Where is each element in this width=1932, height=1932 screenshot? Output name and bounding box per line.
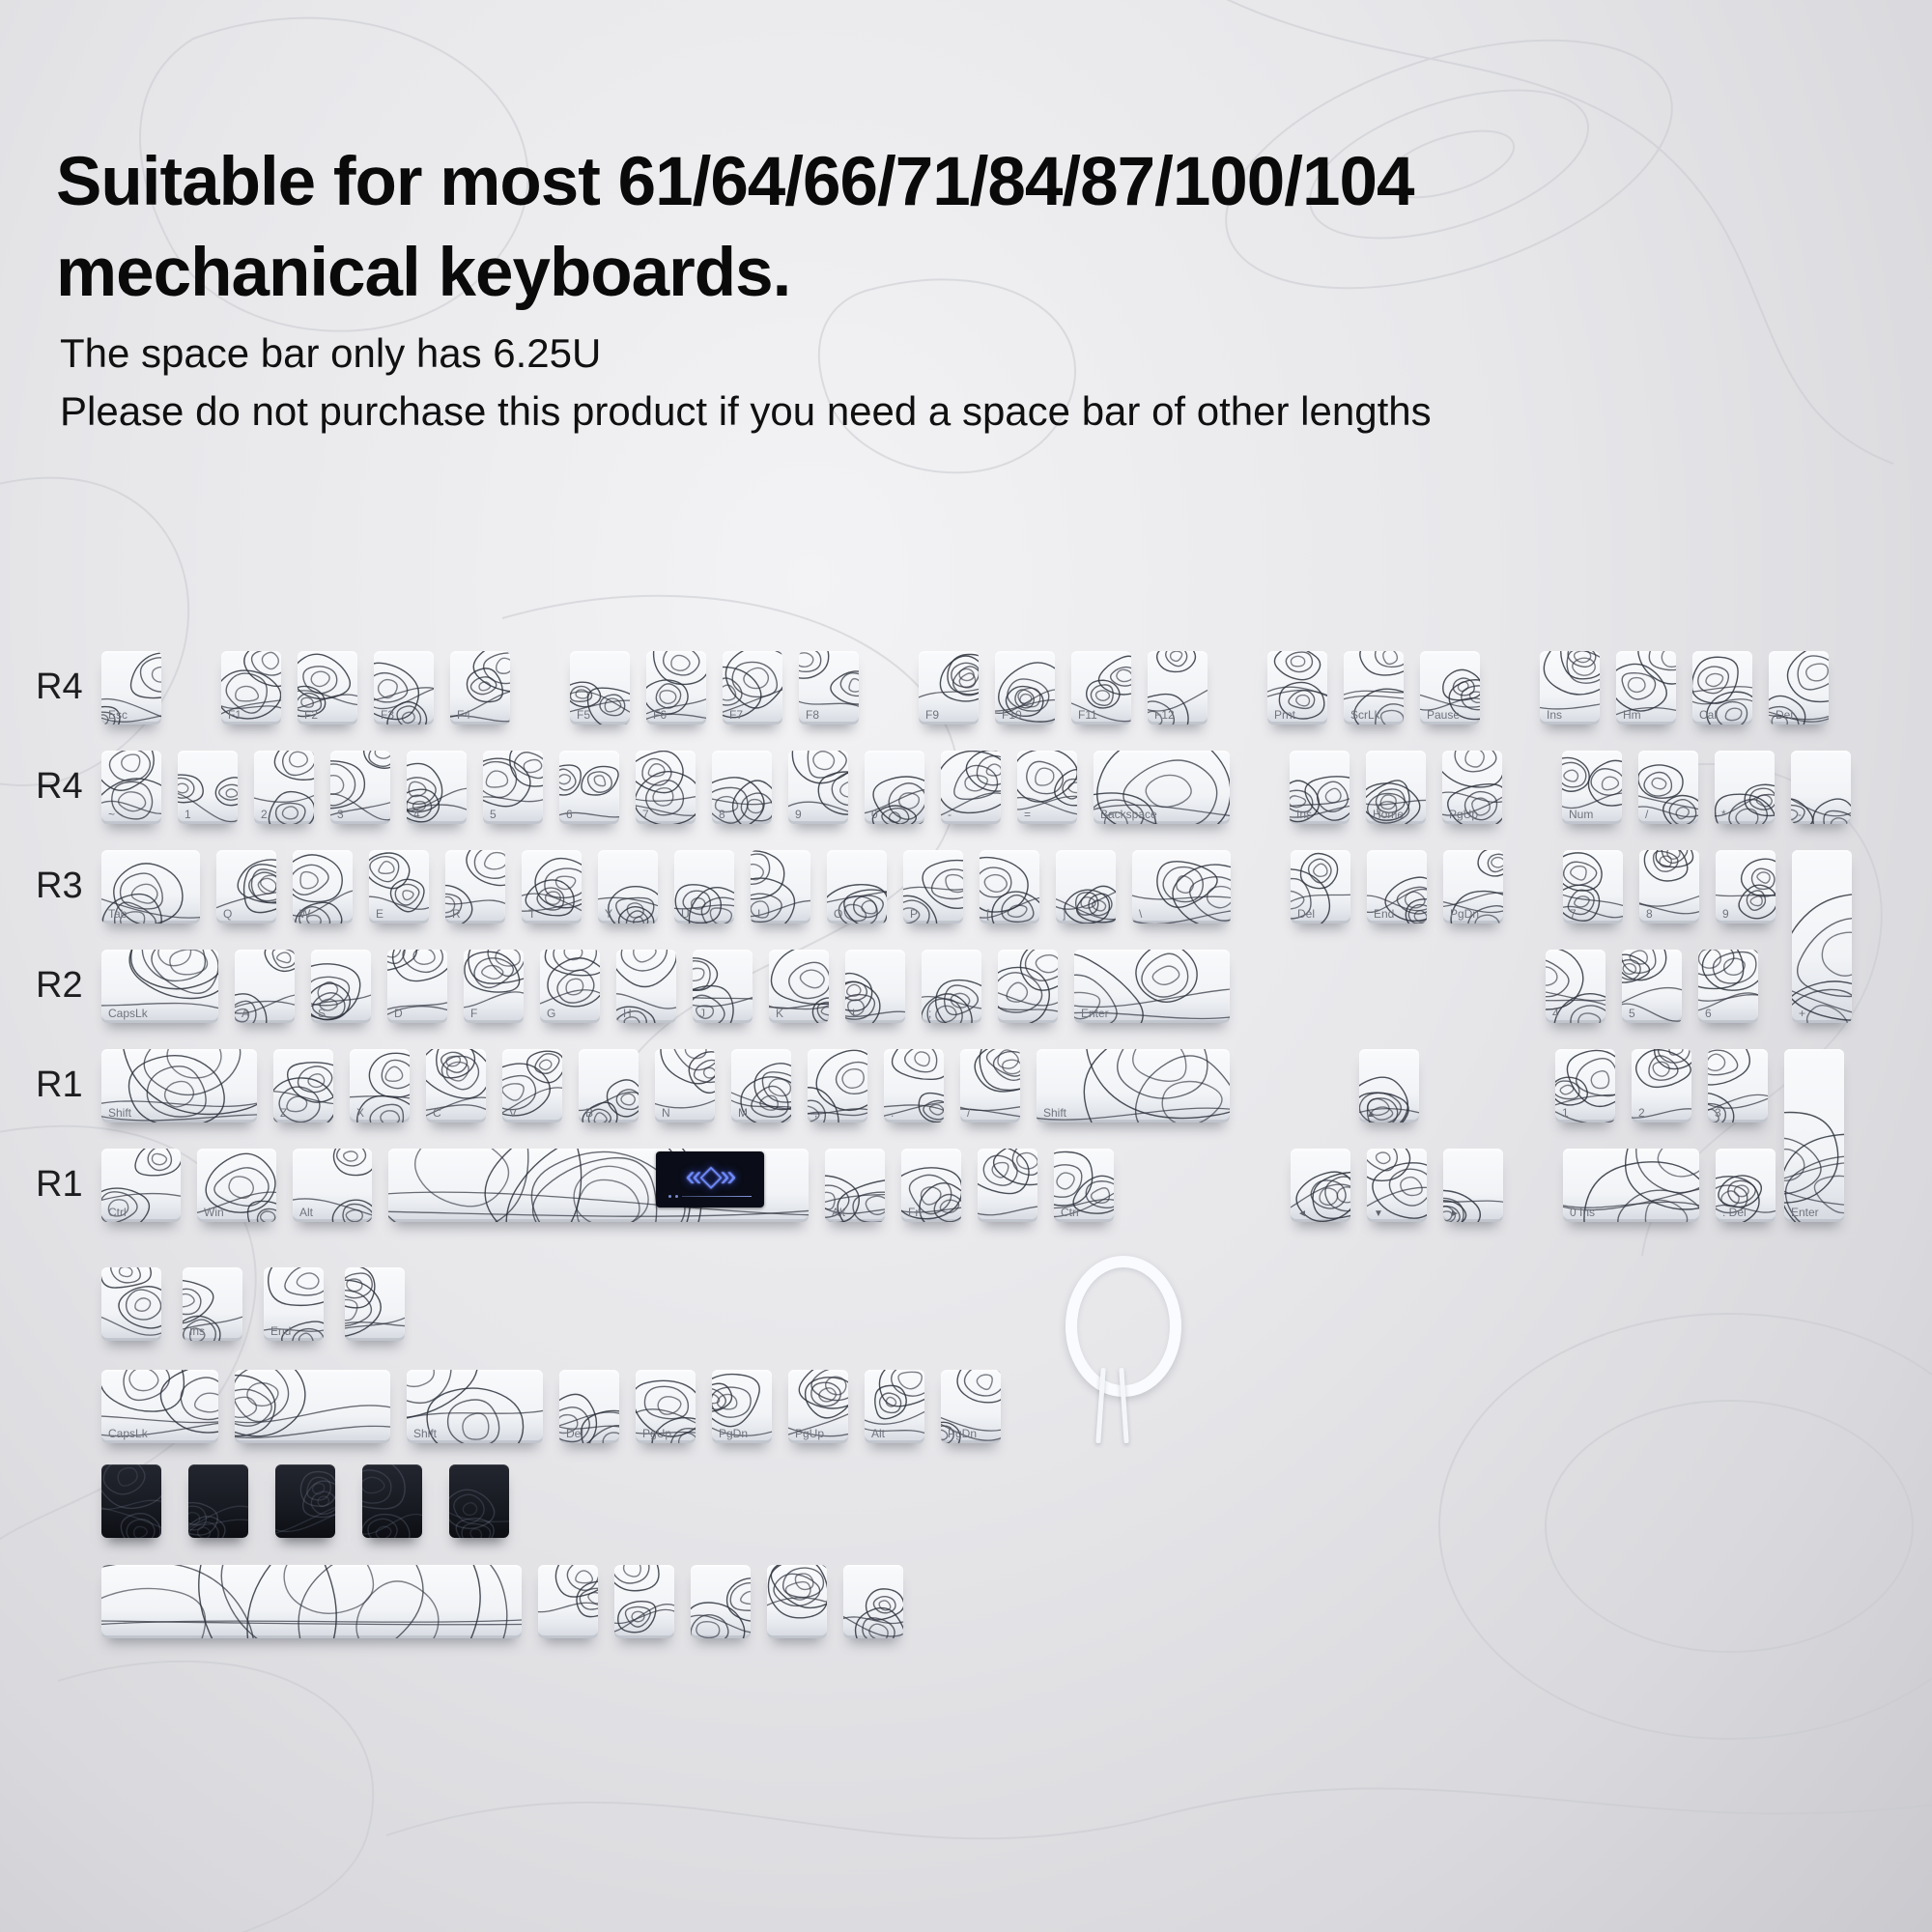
- keycap: [1563, 850, 1623, 923]
- keycap: [1094, 751, 1230, 824]
- keycap: [464, 950, 524, 1023]
- keycap: [330, 751, 390, 824]
- topographic-pattern: [188, 1464, 248, 1538]
- keycap: [922, 950, 981, 1023]
- keycap: [101, 1049, 257, 1122]
- keycap: [387, 950, 447, 1023]
- keycap-legend: Esc: [108, 708, 128, 722]
- keycap: [1622, 950, 1682, 1023]
- row-label: R4: [36, 766, 83, 807]
- keycap: [1792, 850, 1852, 1023]
- keycap-legend: \: [1139, 907, 1143, 921]
- topographic-pattern: [767, 1565, 827, 1638]
- black-keycap: [101, 1464, 161, 1538]
- topographic-pattern: [1792, 850, 1852, 1023]
- keycap-row: [36, 1149, 1776, 1222]
- keycap-legend: Cal: [1699, 708, 1718, 722]
- keycap: [1442, 751, 1502, 824]
- keycap: [769, 950, 829, 1023]
- keycap: [636, 751, 696, 824]
- keycap-legend: F3: [381, 708, 395, 722]
- keycap-legend: K: [776, 1007, 784, 1020]
- keycap: [845, 950, 905, 1023]
- keycap-legend: ScrLk: [1350, 708, 1380, 722]
- keycap-legend: C: [433, 1106, 441, 1120]
- keycap: [426, 1049, 486, 1122]
- keycap: [1056, 850, 1116, 923]
- keycap: [197, 1149, 276, 1222]
- keycap-legend: H: [623, 1007, 632, 1020]
- keycap-legend: Shift: [1043, 1106, 1067, 1120]
- keycap: [788, 1370, 848, 1443]
- keycap-legend: -: [1798, 808, 1802, 821]
- topographic-pattern: [978, 1149, 1037, 1222]
- keycap-legend: Prnt: [1274, 708, 1296, 722]
- keycap-legend: O: [834, 907, 843, 921]
- keycap-legend: R: [452, 907, 461, 921]
- keycap: [960, 1049, 1020, 1122]
- keycap: [980, 850, 1039, 923]
- keycap: [799, 651, 859, 724]
- keycap-legend: . Del: [1722, 1206, 1747, 1219]
- keycap: [1367, 1149, 1427, 1222]
- keycap-legend: Ctrl: [1061, 1206, 1079, 1219]
- keycap: [995, 651, 1055, 724]
- keycap-legend: 3: [1715, 1106, 1721, 1120]
- keycap-legend: PgDn: [1450, 907, 1480, 921]
- keycap: [788, 751, 848, 824]
- keycap: [1563, 1149, 1699, 1222]
- topographic-pattern: [101, 1267, 161, 1341]
- keycap: [1071, 651, 1131, 724]
- keycap-legend: 2: [261, 808, 268, 821]
- keycap: [1708, 1049, 1768, 1122]
- keycap: [693, 950, 753, 1023]
- keycap: [540, 950, 600, 1023]
- black-keycap: [362, 1464, 422, 1538]
- keycap-legend: F8: [806, 708, 820, 722]
- keycap: [1148, 651, 1208, 724]
- headline-line-2: mechanical keyboards.: [56, 234, 791, 311]
- keycap-legend: Hm: [1623, 708, 1641, 722]
- keycap-legend: V: [509, 1106, 518, 1120]
- keycap: [919, 651, 979, 724]
- keycap-row: [36, 950, 1758, 1023]
- brand-logo-icon: «◇»: [685, 1159, 735, 1192]
- keycap-legend: Shift: [108, 1106, 132, 1120]
- keycap: [808, 1049, 867, 1122]
- keycap-legend: Del: [566, 1427, 584, 1440]
- topographic-pattern: [275, 1464, 335, 1538]
- extra-keycap-row: [101, 1267, 405, 1341]
- keycap: [1715, 751, 1775, 824]
- topographic-pattern: [998, 950, 1058, 1023]
- keycap-legend: CapsLk: [108, 1007, 148, 1020]
- keycap: [691, 1565, 751, 1638]
- spacebar-keycap: [388, 1149, 809, 1222]
- keycap: [502, 1049, 562, 1122]
- keycap-legend: 7: [642, 808, 649, 821]
- keycap-legend: 8: [1646, 907, 1653, 921]
- keycap-legend: Z: [280, 1106, 288, 1120]
- keycap-row: [36, 751, 1851, 824]
- keycap: [369, 850, 429, 923]
- keycap-legend: 3: [337, 808, 344, 821]
- subtitle-line-1: The space bar only has 6.25U: [60, 330, 602, 376]
- keycap: [101, 950, 218, 1023]
- black-keycap: [188, 1464, 248, 1538]
- keycap-legend: [: [986, 907, 990, 921]
- keycap: [1443, 1149, 1503, 1222]
- keycap: [1420, 651, 1480, 724]
- keycap: [598, 850, 658, 923]
- keycap: [1562, 751, 1622, 824]
- keycap: [901, 1149, 961, 1222]
- keycap-legend: ▼: [1374, 1208, 1383, 1219]
- keycap: [1443, 850, 1503, 923]
- keycap: [712, 1370, 772, 1443]
- keycap-row: [36, 651, 1829, 724]
- keycap-legend: Alt: [299, 1206, 314, 1219]
- topographic-pattern: [843, 1565, 903, 1638]
- extra-keycap-row: [101, 1464, 509, 1538]
- keycap-legend: M: [738, 1106, 748, 1120]
- keycap-puller: [1058, 1256, 1183, 1449]
- keycap: [1791, 751, 1851, 824]
- keycap-legend: /: [1645, 808, 1649, 821]
- keycap-legend: F5: [577, 708, 591, 722]
- keycap-legend: ▲: [1366, 1109, 1376, 1120]
- keycap-legend: 0 Ins: [1570, 1206, 1596, 1219]
- keycap: [101, 751, 161, 824]
- keycap: [712, 751, 772, 824]
- keycap: [1698, 950, 1758, 1023]
- keycap: [941, 751, 1001, 824]
- keycap: [1267, 651, 1327, 724]
- keycap: [445, 850, 505, 923]
- keycap-legend: F2: [304, 708, 319, 722]
- keycap: [1546, 950, 1605, 1023]
- row-label: R2: [36, 965, 83, 1006]
- keycap-legend: PgDn: [719, 1427, 749, 1440]
- keycap: [1638, 751, 1698, 824]
- black-keycap: [275, 1464, 335, 1538]
- keycap-legend: ;: [928, 1007, 932, 1020]
- keycap: [825, 1149, 885, 1222]
- keycap-legend: Home: [1373, 808, 1405, 821]
- keycap-legend: CapsLk: [108, 1427, 148, 1440]
- keycap: [538, 1565, 598, 1638]
- keycap-legend: W: [299, 907, 311, 921]
- keycap: [101, 1267, 161, 1341]
- keycap: [1291, 1149, 1350, 1222]
- keycap-legend: Win: [204, 1206, 224, 1219]
- headline-line-1: Suitable for most 61/64/66/71/84/87/100/104: [56, 144, 1414, 220]
- keycap-legend: F4: [457, 708, 471, 722]
- keycap-legend: ]: [1063, 907, 1066, 921]
- badge-dot: [668, 1195, 671, 1198]
- keycap-legend: 7: [1570, 907, 1577, 921]
- keycap-legend: 5: [490, 808, 497, 821]
- keycap-legend: Fn: [908, 1206, 923, 1219]
- row-label: R4: [36, 667, 83, 707]
- keycap: [614, 1565, 674, 1638]
- keycap: [731, 1049, 791, 1122]
- keycap-legend: Ctrl: [108, 1206, 127, 1219]
- keycap-legend: F11: [1078, 708, 1097, 722]
- keycap-legend: 9: [795, 808, 802, 821]
- keycap-legend: End: [1374, 907, 1395, 921]
- extra-keycap-row: [101, 1370, 1001, 1443]
- keycap-legend: F12: [1154, 708, 1175, 722]
- keycap-legend: I: [757, 907, 761, 921]
- keycap-legend: 2: [1638, 1106, 1645, 1120]
- keycap-legend: ': [1005, 1007, 1008, 1020]
- keycap-legend: Ins: [1296, 808, 1313, 821]
- keycap: [374, 651, 434, 724]
- keycap-legend: 5: [1629, 1007, 1635, 1020]
- topographic-pattern: [345, 1267, 405, 1341]
- keycap: [1716, 850, 1776, 923]
- keycap-legend: Ins: [189, 1324, 206, 1338]
- keycap: [311, 950, 371, 1023]
- keycap-legend: Enter: [1081, 1007, 1109, 1020]
- badge-bar: [682, 1196, 752, 1198]
- keycap-legend: 4: [413, 808, 420, 821]
- keycap-legend: 6: [1705, 1007, 1712, 1020]
- keycap: [998, 950, 1058, 1023]
- keycap-legend: .: [891, 1106, 895, 1120]
- keycap-legend: B: [585, 1106, 594, 1120]
- keycap: [1359, 1049, 1419, 1122]
- keycap: [1074, 950, 1230, 1023]
- badge-dot: [675, 1195, 678, 1198]
- keycap-legend: 6: [566, 808, 573, 821]
- keycap-legend: T: [528, 907, 536, 921]
- topographic-pattern: [362, 1464, 422, 1538]
- row-label: R3: [36, 866, 83, 906]
- keycap-legend: L: [852, 1007, 859, 1020]
- keycap-legend: Pause: [1427, 708, 1461, 722]
- keycap: [751, 850, 810, 923]
- keycap: [646, 651, 706, 724]
- keycap: [827, 850, 887, 923]
- topographic-pattern: [1132, 850, 1231, 923]
- keycap: [235, 950, 295, 1023]
- keycap-legend: D: [394, 1007, 403, 1020]
- keycap: [450, 651, 510, 724]
- keycap-legend: G: [547, 1007, 556, 1020]
- keycap-legend: Q: [223, 907, 233, 921]
- row-label: R1: [36, 1164, 83, 1205]
- keycap-legend: /: [967, 1106, 971, 1120]
- keycap-legend: PgDn: [948, 1427, 978, 1440]
- keycap: [522, 850, 582, 923]
- keycap: [101, 1370, 218, 1443]
- keycap: [1632, 1049, 1691, 1122]
- keycap: [293, 1149, 372, 1222]
- keycap-legend: Alt: [871, 1427, 886, 1440]
- keycap: [178, 751, 238, 824]
- keycap: [1344, 651, 1404, 724]
- keycap-legend: F1: [228, 708, 242, 722]
- keycap-legend: Alt: [832, 1206, 846, 1219]
- keycap-legend: F: [470, 1007, 478, 1020]
- keycap: [767, 1565, 827, 1638]
- keycap: [570, 651, 630, 724]
- keycap-legend: ,: [814, 1106, 818, 1120]
- keycap: [1367, 850, 1427, 923]
- keycap-legend: 0: [871, 808, 878, 821]
- keycap-legend: F10: [1002, 708, 1022, 722]
- keycap-legend: F7: [729, 708, 744, 722]
- keycap: [903, 850, 963, 923]
- keycap-legend: Shift: [413, 1427, 438, 1440]
- keycap: [884, 1049, 944, 1122]
- keycap: [1540, 651, 1600, 724]
- keycap: [655, 1049, 715, 1122]
- keycap: [1017, 751, 1077, 824]
- keycap: [101, 1149, 181, 1222]
- keycap: [216, 850, 276, 923]
- keycap-legend: +: [1799, 1007, 1806, 1020]
- keycap: [345, 1267, 405, 1341]
- keycap: [254, 751, 314, 824]
- keycap: [559, 751, 619, 824]
- keycap-legend: Tab: [108, 907, 128, 921]
- keycap: [1366, 751, 1426, 824]
- keycap-legend: Num: [1569, 808, 1594, 821]
- black-keycap: [449, 1464, 509, 1538]
- keycap: [350, 1049, 410, 1122]
- keycap-legend: E: [376, 907, 384, 921]
- keycap: [1132, 850, 1231, 923]
- badge-underline: [668, 1196, 752, 1198]
- topographic-pattern: [101, 1464, 161, 1538]
- keycap-legend: =: [1024, 808, 1032, 821]
- keycap: [293, 850, 353, 923]
- topographic-pattern: [691, 1565, 751, 1638]
- keycap-legend: F6: [653, 708, 668, 722]
- spacebar-keycap: [101, 1565, 522, 1638]
- keycap-legend: PgUp: [642, 1427, 672, 1440]
- keycap: [616, 950, 676, 1023]
- keycap: [101, 651, 161, 724]
- topographic-pattern: [614, 1565, 674, 1638]
- topographic-pattern: [235, 1370, 390, 1443]
- keycap-legend: End: [270, 1324, 292, 1338]
- keycap-legend: J: [699, 1007, 705, 1020]
- spacebar-logo-badge: [656, 1151, 764, 1208]
- keycap: [1037, 1049, 1230, 1122]
- keycap-legend: 1: [185, 808, 191, 821]
- keycap: [407, 751, 467, 824]
- extra-keycap-row: [101, 1565, 903, 1638]
- keycap: [273, 1049, 333, 1122]
- keycap: [1716, 1149, 1776, 1222]
- keycap-legend: *: [1721, 808, 1726, 821]
- keycap: [101, 850, 200, 923]
- keycap-legend: 1: [1562, 1106, 1569, 1120]
- topographic-pattern: [449, 1464, 509, 1538]
- keycap: [1639, 850, 1699, 923]
- keycap: [264, 1267, 324, 1341]
- keycap-legend: F9: [925, 708, 940, 722]
- keycap: [579, 1049, 639, 1122]
- keycap: [221, 651, 281, 724]
- keycap: [1054, 1149, 1114, 1222]
- keycap: [559, 1370, 619, 1443]
- keycap: [1290, 751, 1350, 824]
- keycap: [843, 1565, 903, 1638]
- topographic-pattern: [538, 1565, 598, 1638]
- topographic-pattern: [101, 1565, 522, 1638]
- keycap-legend: Ins: [1547, 708, 1563, 722]
- keycap: [1291, 850, 1350, 923]
- keycap: [941, 1370, 1001, 1443]
- keycap: [235, 1370, 390, 1443]
- keycap: [1555, 1049, 1615, 1122]
- subtitle-line-2: Please do not purchase this product if you need a space bar of other lengths: [60, 387, 1432, 434]
- keycap: [865, 751, 924, 824]
- keycap-legend: -: [948, 808, 952, 821]
- keycap-legend: Del: [1297, 907, 1316, 921]
- keycap-legend: ◄: [1297, 1208, 1307, 1219]
- keycap-legend: PgUp: [1449, 808, 1479, 821]
- keycap-legend: 8: [719, 808, 725, 821]
- keycap: [407, 1370, 543, 1443]
- keycap-legend: N: [662, 1106, 670, 1120]
- keycap: [636, 1370, 696, 1443]
- keycap-legend: P: [910, 907, 919, 921]
- keycap: [183, 1267, 242, 1341]
- keycap-legend: PgUp: [795, 1427, 825, 1440]
- keycap-legend: Del: [1776, 708, 1794, 722]
- keycap: [865, 1370, 924, 1443]
- keycap-legend: 9: [1722, 907, 1729, 921]
- keycap-legend: ►: [1450, 1208, 1460, 1219]
- keycap: [483, 751, 543, 824]
- keycap: [298, 651, 357, 724]
- keycap: [1784, 1049, 1844, 1222]
- keycap: [723, 651, 782, 724]
- keycap-legend: ~: [108, 808, 116, 821]
- keycap: [1692, 651, 1752, 724]
- keycap-legend: X: [356, 1106, 365, 1120]
- row-label: R1: [36, 1065, 83, 1105]
- keycap-legend: Y: [605, 907, 613, 921]
- keycap-legend: 4: [1552, 1007, 1559, 1020]
- keycap: [1769, 651, 1829, 724]
- topographic-pattern: [1784, 1049, 1844, 1222]
- keycap: [1616, 651, 1676, 724]
- keycap-legend: A: [242, 1007, 250, 1020]
- keycap: [674, 850, 734, 923]
- keycap-legend: U: [681, 907, 690, 921]
- keycap-legend: S: [318, 1007, 327, 1020]
- keycap: [978, 1149, 1037, 1222]
- keycap-legend: Enter: [1791, 1206, 1819, 1219]
- keycap-legend: Backspace: [1100, 808, 1157, 821]
